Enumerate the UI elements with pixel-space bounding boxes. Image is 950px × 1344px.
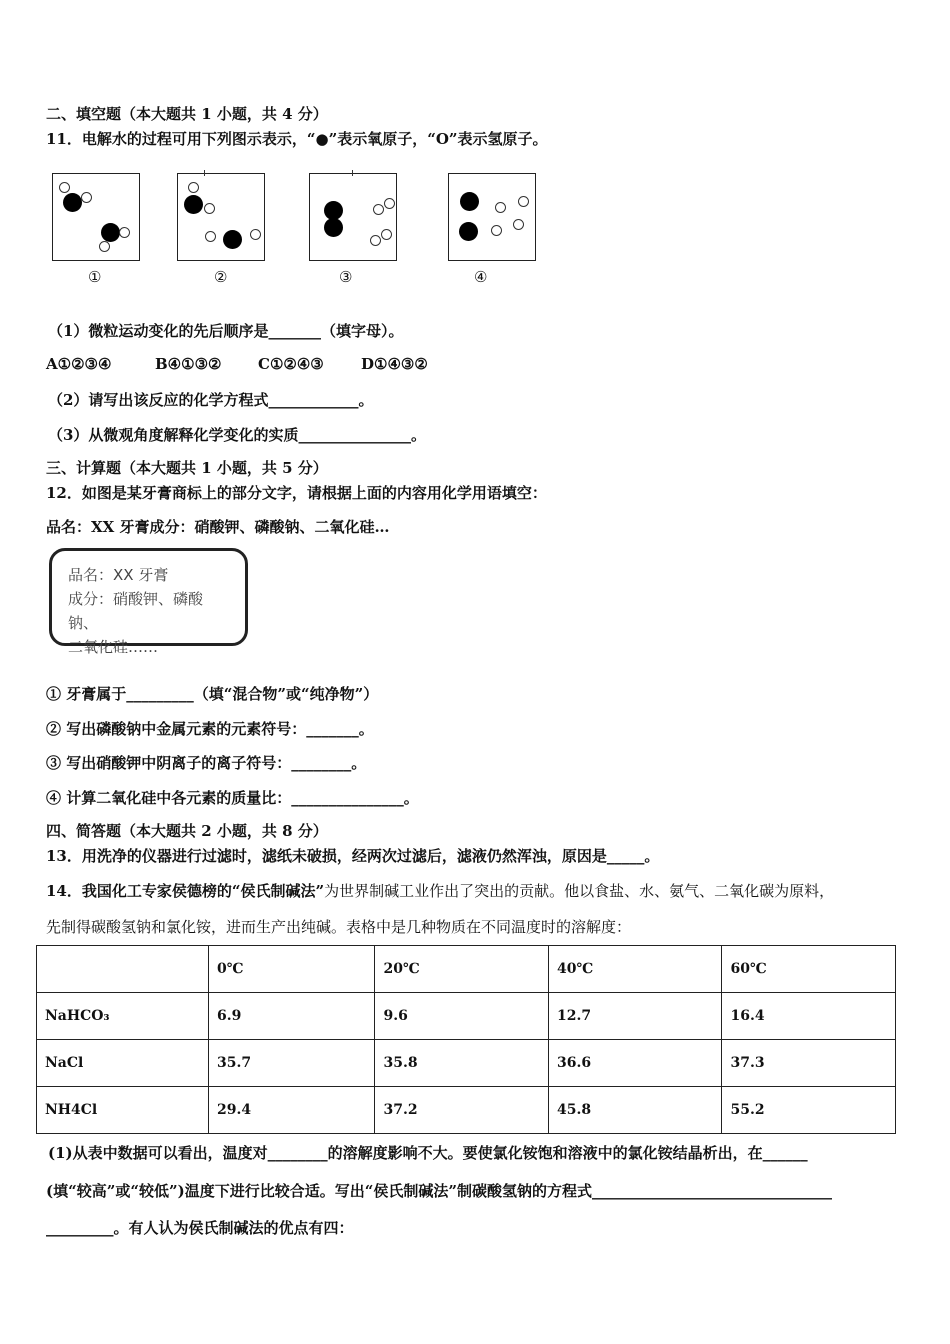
table-header-row [37,946,896,993]
toothpaste-label-image [49,548,248,656]
diagram-box-4 [448,173,536,261]
q12-item-4: ④ 计算二氧化硅中各元素的质量比：_______________。 [46,789,419,807]
hydrogen-atom-icon [188,182,199,193]
table-cell: 12.7 [548,993,722,1040]
hydrogen-atom-icon [250,229,261,240]
q14-part1-line2: (填“较高”或“较低”)温度下进行比较合适。写出“侯氏制碱法”制碳酸氢钠的方程式________________________________ [46,1182,832,1200]
option-d: D①④③② [361,355,428,373]
table-cell: 55.2 [722,1087,896,1134]
table-cell-name: NaHCO₃ [37,993,209,1040]
table-header-cell: 40℃ [548,946,722,993]
q11-part3: （3）从微观角度解释化学变化的实质_______________。 [48,426,426,444]
hydrogen-atom-icon [370,235,381,246]
hydrogen-atom-icon [513,219,524,230]
option-b: B④①③② [155,355,222,373]
diagram-box-2 [177,173,265,261]
section2-title: 二、填空题（本大题共 1 小题，共 4 分） [46,105,328,123]
q12-item-1: ① 牙膏属于_________（填“混合物”或“纯净物”） [46,685,379,703]
tick-mark [352,170,353,176]
oxygen-atom-icon [324,218,343,237]
table-header-cell [37,946,209,993]
oxygen-atom-icon [184,195,203,214]
hydrogen-atom-icon [495,202,506,213]
hydrogen-atom-icon [59,182,70,193]
hydrogen-atom-icon [204,203,215,214]
q11-part2: （2）请写出该反应的化学方程式____________。 [48,391,374,409]
diagram-label-1: ① [88,268,102,286]
table-cell: 29.4 [209,1087,375,1134]
table-cell: 35.8 [375,1040,549,1087]
table-cell: 35.7 [209,1040,375,1087]
q14-stem-line1 [46,880,834,901]
section3-title: 三、计算题（本大题共 1 小题，共 5 分） [46,459,328,477]
option-c: C①②④③ [258,355,324,373]
q14-stem-rest: 为世界制碱工业作出了突出的贡献。他以食盐、水、氨气、二氧化碳为原料， [324,882,835,900]
diagram-label-2: ② [214,268,228,286]
oxygen-atom-icon [459,222,478,241]
q11-stem: 11．电解水的过程可用下列图示表示，“●”表示氧原子，“O”表示氢原子。 [46,130,548,148]
table-header-cell: 20℃ [375,946,549,993]
hydrogen-atom-icon [81,192,92,203]
table-header-cell: 60℃ [722,946,896,993]
oxygen-atom-icon [63,193,82,212]
q12-stem: 12．如图是某牙膏商标上的部分文字，请根据上面的内容用化学用语填空： [46,484,547,502]
diagram-box-1 [52,173,140,261]
label-line: 品名：XX 牙膏 [68,566,169,584]
tick-mark [204,170,205,176]
hydrogen-atom-icon [119,227,130,238]
table-header-cell: 0℃ [209,946,375,993]
q14-part1-line1: (1)从表中数据可以看出，温度对________的溶解度影响不大。要使氯化铵饱和溶液中的氯化铵结晶析出，在______ [48,1144,808,1162]
table-cell-name: NaCl [37,1040,209,1087]
hydrogen-atom-icon [373,204,384,215]
table-cell-name: NH4Cl [37,1087,209,1134]
label-line: 二氧化硅…… [68,638,159,656]
q12-item-3: ③ 写出硝酸钾中阴离子的离子符号：________。 [46,754,367,772]
hydrogen-atom-icon [518,196,529,207]
oxygen-atom-icon [101,223,120,242]
section4-title: 四、简答题（本大题共 2 小题，共 8 分） [46,822,328,840]
option-a: A①②③④ [46,355,112,373]
table-cell: 36.6 [548,1040,722,1087]
table-cell: 6.9 [209,993,375,1040]
hydrogen-atom-icon [384,198,395,209]
table-cell: 37.2 [375,1087,549,1134]
q13-stem: 13．用洗净的仪器进行过滤时，滤纸未破损，经两次过滤后，滤液仍然浑浊，原因是_____。 [46,847,660,865]
hydrogen-atom-icon [205,231,216,242]
diagram-label-4: ④ [474,268,488,286]
q14-part1-line3: _________。有人认为侯氏制碱法的优点有四： [46,1219,354,1237]
q14-stem-bold: 14．我国化工专家侯德榜的“侯氏制碱法” [46,882,325,900]
hydrogen-atom-icon [381,229,392,240]
q12-info: 品名：XX 牙膏成分：硝酸钾、磷酸钠、二氧化硅… [46,518,390,536]
table-cell: 16.4 [722,993,896,1040]
label-line: 成分：硝酸钾、磷酸钠、 [68,590,204,632]
oxygen-atom-icon [460,192,479,211]
table-row [37,993,896,1040]
table-cell: 37.3 [722,1040,896,1087]
oxygen-atom-icon [223,230,242,249]
table-cell: 45.8 [548,1087,722,1134]
table-row [37,1087,896,1134]
diagram-label-3: ③ [339,268,353,286]
hydrogen-atom-icon [99,241,110,252]
solubility-table [36,945,896,1134]
q14-stem-line2: 先制得碳酸氢钠和氯化铵，进而生产出纯碱。表格中是几种物质在不同温度时的溶解度： [46,918,632,936]
diagram-box-3 [309,173,397,261]
hydrogen-atom-icon [491,225,502,236]
q11-part1: （1）微粒运动变化的先后顺序是_______（填字母）。 [48,322,404,340]
table-cell: 9.6 [375,993,549,1040]
table-row [37,1040,896,1087]
q12-item-2: ② 写出磷酸钠中金属元素的元素符号：_______。 [46,720,374,738]
